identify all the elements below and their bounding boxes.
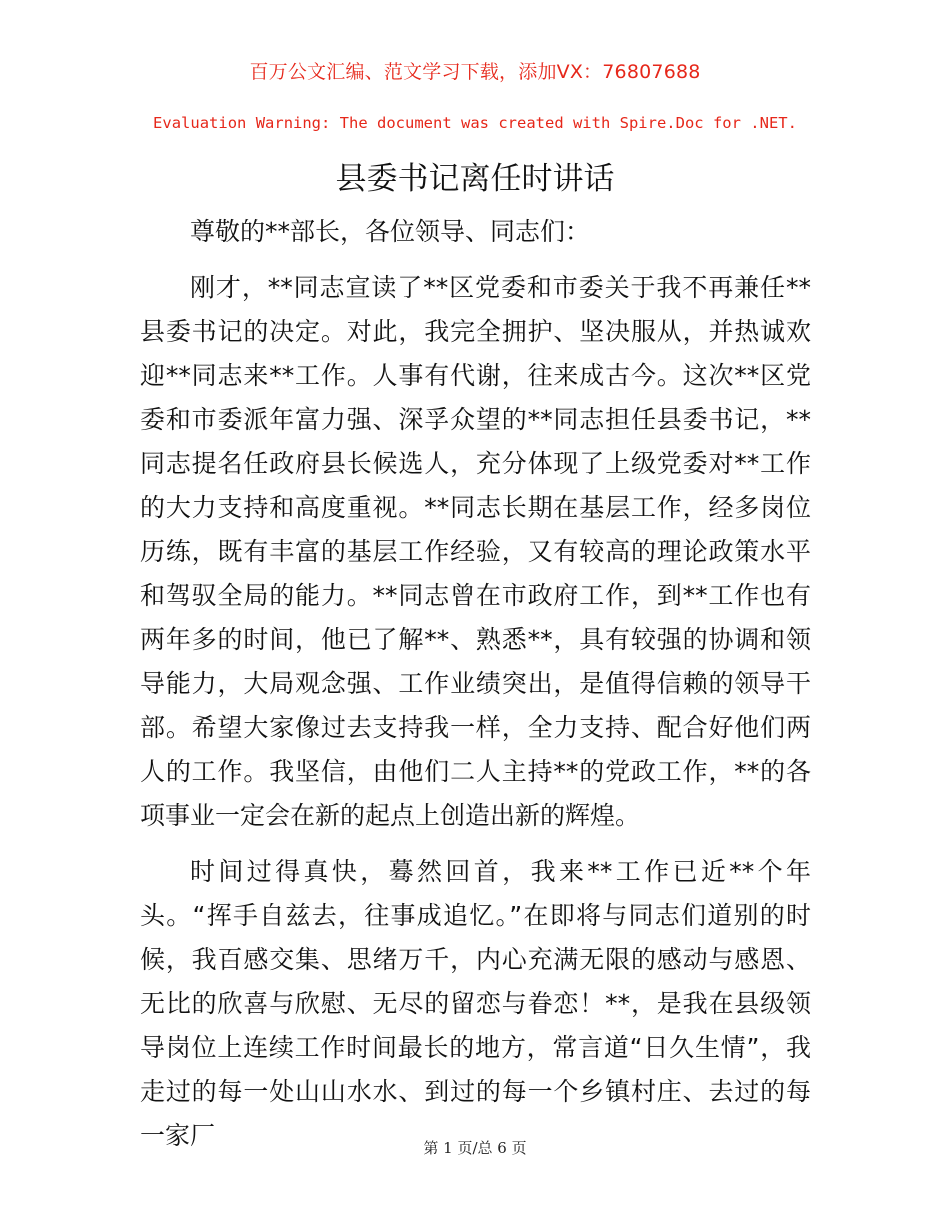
paragraph-2: 时间过得真快，蓦然回首，我来**工作已近**个年头。“挥手自兹去，往事成追忆。”在即将与同志们道别的时候，我百感交集、思绪万千，内心充满无限的感动与感恩、无比的欣喜与欣慰、无尽的留恋与眷恋！**，是我在县级领导岗位上连续工作时间最长的地方，常言道“日久生情”，我走过的每一处山山水水、到过的每一个乡镇村庄、去过的每一家厂 (140, 857, 811, 1150)
evaluation-warning: Evaluation Warning: The document was created with Spire.Doc for .NET. (153, 114, 797, 132)
paragraph-1: 刚才，**同志宣读了**区党委和市委关于我不再兼任**县委书记的决定。对此，我完全拥护、坚决服从，并热诚欢迎**同志来**工作。人事有代谢，往来成古今。这次**区党委和市委派年富力强、深孚众望的**同志担任县委书记，**同志提名任政府县长候选人，充分体现了上级党委对**工作的大力支持和高度重视。**同志长期在基层工作，经多岗位历练，既有丰富的基层工作经验，又有较高的理论政策水平和驾驭全局的能力。**同志曾在市政府工作，到**工作也有两年多的时间，他已了解**、熟悉**，具有较强的协调和领导能力，大局观念强、工作业绩突出，是值得信赖的领导干部。希望大家像过去支持我一样，全力支持、配合好他们两人的工作。我坚信，由他们二人主持**的党政工作，**的各项事业一定会在新的起点上创造出新的辉煌。 (140, 273, 811, 830)
document-body (140, 210, 811, 1158)
promo-banner: 百万公文汇编、范文学习下载，添加VX：76807688 (249, 61, 701, 83)
page-number-footer: 第 1 页/总 6 页 (423, 1139, 527, 1157)
document-title: 县委书记离任时讲话 (335, 161, 615, 197)
salutation: 尊敬的**部长，各位领导、同志们： (190, 217, 591, 246)
